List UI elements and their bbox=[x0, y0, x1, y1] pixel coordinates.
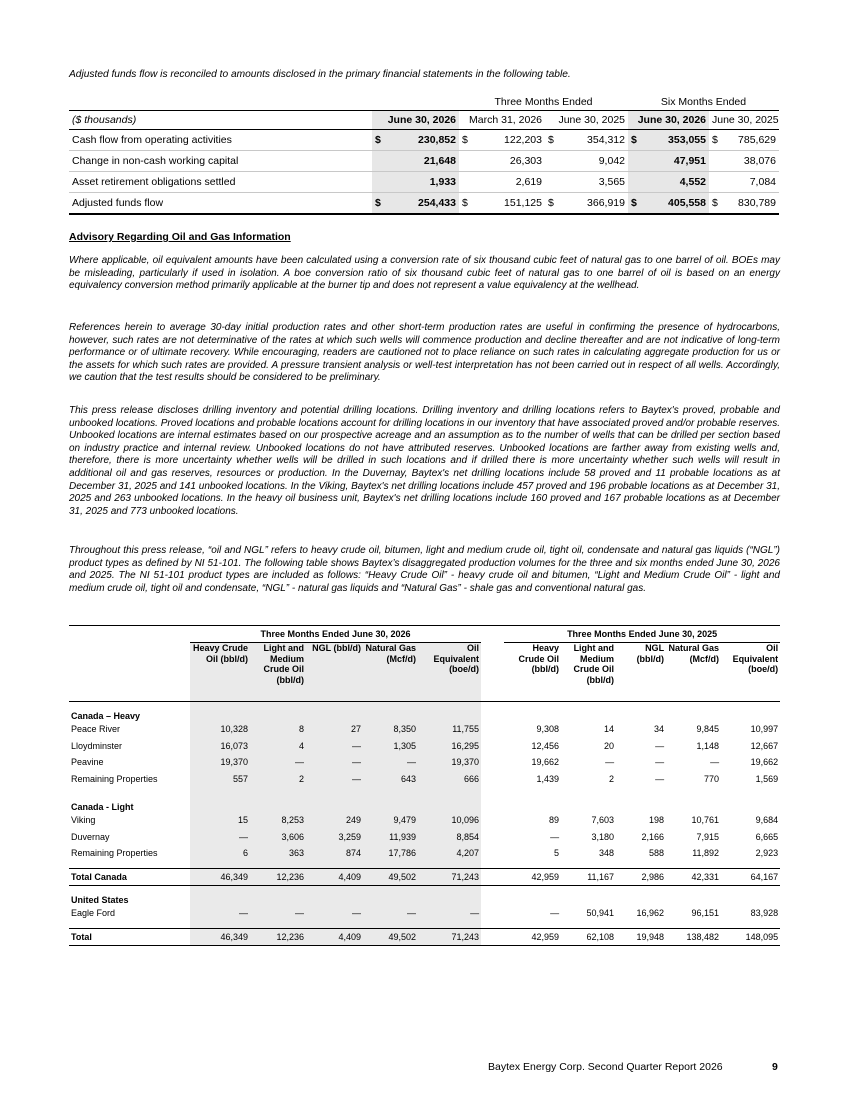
table-row bbox=[69, 721, 780, 738]
cell-value: — bbox=[655, 757, 665, 768]
dollar-sign: $ bbox=[462, 134, 468, 146]
cell-value: 8,350 bbox=[363, 721, 418, 738]
dollar-sign: $ bbox=[548, 197, 554, 209]
cell-value: 3,180 bbox=[591, 831, 615, 842]
cell-value: — bbox=[710, 757, 720, 768]
cell-value: 198 bbox=[649, 815, 665, 826]
dollar-sign: $ bbox=[548, 134, 554, 146]
section-title: Canada – Heavy bbox=[71, 711, 141, 721]
cell-value: 89 bbox=[549, 815, 560, 826]
cell-value: 770 bbox=[704, 773, 720, 784]
cell-value: 122,203 bbox=[504, 134, 542, 146]
cell-value: — bbox=[363, 754, 418, 771]
table-row bbox=[69, 771, 780, 788]
column-header: Natural Gas (Mcf/d) bbox=[666, 643, 721, 702]
row-label: Lloydminster bbox=[71, 740, 123, 751]
row-label: Eagle Ford bbox=[71, 908, 116, 919]
section-title: Canada - Light bbox=[71, 802, 134, 812]
cell-value: 50,941 bbox=[586, 908, 615, 919]
column-header: NGL (bbl/d) bbox=[306, 643, 363, 702]
cell-value: 8,253 bbox=[250, 812, 306, 829]
cell-value: 6 bbox=[190, 845, 250, 862]
cell-value: 366,919 bbox=[587, 197, 625, 209]
cell-value: 10,096 bbox=[418, 812, 481, 829]
cell-value: — bbox=[418, 905, 481, 922]
cell-value: — bbox=[655, 740, 665, 751]
cell-value: 348 bbox=[599, 848, 615, 859]
cell-value: 830,789 bbox=[738, 197, 776, 209]
cell-value: 47,951 bbox=[628, 151, 709, 172]
cell-value: 21,648 bbox=[372, 151, 459, 172]
cell-value: 8,854 bbox=[418, 829, 481, 846]
cell-value: 2 bbox=[250, 771, 306, 788]
cell-value: 34 bbox=[654, 724, 665, 735]
cell-value: 354,312 bbox=[587, 134, 625, 146]
column-header: June 30, 2025 bbox=[709, 111, 779, 130]
row-label: Change in non-cash working capital bbox=[69, 151, 372, 172]
cell-value: 11,892 bbox=[692, 848, 720, 859]
row-label: Cash flow from operating activities bbox=[69, 130, 372, 151]
cell-value: 17,786 bbox=[363, 845, 418, 862]
cell-value: 19,662 bbox=[531, 757, 560, 768]
cell-value: 20 bbox=[604, 740, 615, 751]
cell-value: — bbox=[250, 905, 306, 922]
table-row bbox=[69, 193, 779, 215]
row-label: Peace River bbox=[71, 724, 121, 735]
cell-value: 96,151 bbox=[691, 908, 720, 919]
column-header: March 31, 2026 bbox=[459, 111, 545, 130]
row-label: Duvernay bbox=[71, 831, 110, 842]
table-row bbox=[69, 754, 780, 771]
cell-value: 10,328 bbox=[190, 721, 250, 738]
cell-value: 12,236 bbox=[250, 868, 306, 886]
cell-value: 19,662 bbox=[750, 757, 779, 768]
cell-value: 1,148 bbox=[696, 740, 720, 751]
cell-value: 1,569 bbox=[755, 773, 779, 784]
cell-value: — bbox=[306, 771, 363, 788]
cell-value: 7,603 bbox=[591, 815, 615, 826]
cell-value: 42,959 bbox=[504, 868, 561, 886]
cell-value: 71,243 bbox=[418, 928, 481, 946]
cell-value: — bbox=[550, 831, 560, 842]
table-row bbox=[69, 812, 780, 829]
cell-value: 138,482 bbox=[666, 928, 721, 946]
cell-value: 83,928 bbox=[750, 908, 779, 919]
table-row bbox=[69, 928, 780, 946]
cell-value: 2,619 bbox=[459, 172, 545, 193]
advisory-heading: Advisory Regarding Oil and Gas Information bbox=[69, 231, 291, 243]
cell-value: 11,755 bbox=[418, 721, 481, 738]
cell-value: 15 bbox=[190, 812, 250, 829]
cell-value: 7,915 bbox=[696, 831, 720, 842]
cell-value: 151,125 bbox=[504, 197, 542, 209]
row-label: Viking bbox=[71, 815, 96, 826]
cell-value: 9,308 bbox=[536, 724, 560, 735]
unit-label: ($ thousands) bbox=[69, 111, 372, 130]
cell-value: 4 bbox=[250, 738, 306, 755]
cell-value: 230,852 bbox=[418, 134, 456, 146]
table-row bbox=[69, 845, 780, 862]
cell-value: 3,565 bbox=[545, 172, 628, 193]
dollar-sign: $ bbox=[462, 197, 468, 209]
cell-value: 353,055 bbox=[668, 134, 706, 146]
table-row bbox=[69, 151, 779, 172]
column-header: Light and Medium Crude Oil (bbl/d) bbox=[250, 643, 306, 702]
cell-value: 2,923 bbox=[755, 848, 779, 859]
cell-value: — bbox=[306, 738, 363, 755]
cell-value: 12,667 bbox=[750, 740, 779, 751]
cell-value: 64,167 bbox=[721, 868, 780, 886]
table-row bbox=[69, 130, 779, 151]
cell-value: 2,166 bbox=[641, 831, 665, 842]
cell-value: 557 bbox=[190, 771, 250, 788]
cell-value: 148,095 bbox=[721, 928, 780, 946]
cell-value: 42,959 bbox=[504, 928, 561, 946]
cell-value: 785,629 bbox=[738, 134, 776, 146]
cell-value: 9,845 bbox=[696, 724, 720, 735]
cell-value: 4,552 bbox=[628, 172, 709, 193]
row-label: Asset retirement obligations settled bbox=[69, 172, 372, 193]
cell-value: 874 bbox=[306, 845, 363, 862]
cell-value: — bbox=[605, 757, 615, 768]
row-label: Adjusted funds flow bbox=[69, 193, 372, 215]
cell-value: 5 bbox=[554, 848, 560, 859]
column-header: Heavy Crude Oil (bbl/d) bbox=[190, 643, 250, 702]
cell-value: 27 bbox=[306, 721, 363, 738]
cell-value: — bbox=[363, 905, 418, 922]
cell-value: 11,167 bbox=[561, 868, 616, 886]
cell-value: 19,948 bbox=[616, 928, 666, 946]
cell-value: — bbox=[190, 829, 250, 846]
column-header: Natural Gas (Mcf/d) bbox=[363, 643, 418, 702]
row-label: Remaining Properties bbox=[71, 848, 158, 859]
cell-value: 3,259 bbox=[306, 829, 363, 846]
cell-value: 2,986 bbox=[616, 868, 666, 886]
row-label: Peavine bbox=[71, 757, 104, 768]
cell-value: 249 bbox=[306, 812, 363, 829]
cell-value: — bbox=[655, 773, 665, 784]
cell-value: 405,558 bbox=[668, 197, 706, 209]
cell-value: — bbox=[250, 754, 306, 771]
cell-value: — bbox=[306, 754, 363, 771]
cell-value: 4,409 bbox=[306, 868, 363, 886]
cell-value: 10,997 bbox=[750, 724, 779, 735]
column-header: Light and Medium Crude Oil (bbl/d) bbox=[561, 643, 616, 702]
cell-value: 9,684 bbox=[755, 815, 779, 826]
cell-value: 3,606 bbox=[250, 829, 306, 846]
cell-value: 666 bbox=[418, 771, 481, 788]
cell-value: 7,084 bbox=[709, 172, 779, 193]
footer-text: Baytex Energy Corp. Second Quarter Report 2026 bbox=[488, 1061, 723, 1073]
group-header-six-months: Six Months Ended bbox=[660, 96, 747, 108]
cell-value: 19,370 bbox=[190, 754, 250, 771]
column-header: NGL (bbl/d) bbox=[616, 643, 666, 702]
table-row bbox=[69, 738, 780, 755]
row-label: Remaining Properties bbox=[71, 773, 158, 784]
column-header: June 30, 2026 bbox=[628, 111, 709, 130]
cell-value: 46,349 bbox=[190, 868, 250, 886]
cell-value: 1,933 bbox=[372, 172, 459, 193]
dollar-sign: $ bbox=[631, 134, 637, 146]
column-header: Oil Equivalent (boe/d) bbox=[721, 643, 780, 702]
column-header: Heavy Crude Oil (bbl/d) bbox=[504, 643, 561, 702]
cell-value: 71,243 bbox=[418, 868, 481, 886]
advisory-paragraph: Where applicable, oil equivalent amounts have been calculated using a conversion rate of six thousand cubic feet of natural gas to one barrel of oil. BOEs may be misleading, particularly if used in isolation. A boe conversion ratio of six thousand cubic feet of natural gas to one barrel of oil is based on an energy equivalency conversion method primarily applicable at the burner tip and does not represent a value equivalency at the wellhead. bbox=[69, 255, 780, 292]
cell-value: 4,409 bbox=[306, 928, 363, 946]
row-label: Total bbox=[69, 928, 190, 946]
cell-value: 19,370 bbox=[418, 754, 481, 771]
cell-value: 42,331 bbox=[666, 868, 721, 886]
cell-value: 46,349 bbox=[190, 928, 250, 946]
cell-value: 9,479 bbox=[363, 812, 418, 829]
advisory-paragraph: References herein to average 30-day initial production rates and other short-term production rates are useful in confirming the presence of hydrocarbons, however, such rates are not determinative of the rates at which such wells will commence production and decline thereafter and are not indicative of long-term performance or of ultimate recovery. While encouraging, readers are cautioned not to place reliance on such rates in calculating aggregate production for us or the assets for which such rates are provided. A pressure transient analysis or well-test interpretation has not been carried out in respect of all wells. Accordingly, we caution that the test results should be considered to be preliminary. bbox=[69, 322, 780, 384]
cell-value: 49,502 bbox=[363, 868, 418, 886]
cell-value: 643 bbox=[363, 771, 418, 788]
dollar-sign: $ bbox=[631, 197, 637, 209]
cell-value: 12,456 bbox=[531, 740, 560, 751]
row-label: Total Canada bbox=[69, 868, 190, 886]
table-row bbox=[69, 905, 780, 922]
cell-value: 16,073 bbox=[190, 738, 250, 755]
cell-value: — bbox=[550, 908, 560, 919]
cell-value: 38,076 bbox=[709, 151, 779, 172]
table-row bbox=[69, 829, 780, 846]
cell-value: 1,305 bbox=[363, 738, 418, 755]
dollar-sign: $ bbox=[375, 197, 381, 209]
cell-value: 588 bbox=[649, 848, 665, 859]
dollar-sign: $ bbox=[375, 134, 381, 146]
section-title: United States bbox=[71, 895, 129, 905]
cell-value: 363 bbox=[250, 845, 306, 862]
cell-value: 6,665 bbox=[755, 831, 779, 842]
column-header: Oil Equivalent (boe/d) bbox=[418, 643, 481, 702]
column-header: June 30, 2026 bbox=[372, 111, 459, 130]
cell-value: 254,433 bbox=[418, 197, 456, 209]
page-number: 9 bbox=[772, 1061, 778, 1073]
advisory-paragraph: Throughout this press release, “oil and NGL” refers to heavy crude oil, bitumen, light and medium crude oil, tight oil, condensate and natural gas liquids (“NGL”) product types as defined by NI 51-101. The following table shows Baytex’s disaggregated production volumes for the three and six months ended June 30, 2026 and 2025. The NI 51-101 product types are included as follows: “Heavy Crude Oil” - heavy crude oil and bitumen, “Light and Medium Crude Oil” - light and medium crude oil, tight oil and condensate, “NGL” - natural gas liquids and “Natural Gas” - shale gas and conventional natural gas. bbox=[69, 545, 780, 594]
cell-value: 11,939 bbox=[363, 829, 418, 846]
intro-text: Adjusted funds flow is reconciled to amounts disclosed in the primary financial statements in the following table. bbox=[69, 69, 571, 80]
cell-value: 2 bbox=[609, 773, 615, 784]
group-header-three-months: Three Months Ended bbox=[494, 96, 593, 108]
cell-value: 14 bbox=[604, 724, 615, 735]
production-table bbox=[69, 625, 780, 946]
group-header-2026: Three Months Ended June 30, 2026 bbox=[190, 626, 481, 643]
cell-value: 49,502 bbox=[363, 928, 418, 946]
cell-value: — bbox=[190, 905, 250, 922]
cell-value: 16,962 bbox=[636, 908, 665, 919]
cell-value: 16,295 bbox=[418, 738, 481, 755]
funds-flow-table bbox=[69, 94, 779, 215]
advisory-paragraph: This press release discloses drilling inventory and potential drilling locations. Drilling inventory and drilling locations refers to Baytex's proved, probable and unbooked locations. Proved locations and probable locations account for drilling locations in our inventory that have associated proved and/or probable reserves. Unbooked locations are internal estimates based on our prospective acreage and an assumption as to the number of wells that can be drilled per section based on industry practice and internal review. Unbooked locations do not have attributed reserves. Unbooked locations are farther away from existing wells and, therefore, there is more uncertainty whether wells will be drilled in such locations and if drilled there is more uncertainty whether such wells will result in additional oil and gas reserves, resources or production. In the Duvernay, Baytex's net drilling locations include 58 proved and 11 probable locations as at December 31, 2025 and 141 unbooked locations. In the Viking, Baytex's net drilling locations include 457 proved and 196 probable locations as at December 31, 2025 and 263 unbooked locations. In the heavy oil business unit, Baytex's net drilling locations include 160 proved and 167 probable locations as at December 31, 2025 and 773 unbooked locations. bbox=[69, 405, 780, 517]
dollar-sign: $ bbox=[712, 197, 718, 209]
cell-value: 4,207 bbox=[418, 845, 481, 862]
cell-value: 8 bbox=[250, 721, 306, 738]
column-header: June 30, 2025 bbox=[545, 111, 628, 130]
cell-value: 12,236 bbox=[250, 928, 306, 946]
cell-value: 10,761 bbox=[691, 815, 720, 826]
cell-value: 9,042 bbox=[545, 151, 628, 172]
dollar-sign: $ bbox=[712, 134, 718, 146]
table-row bbox=[69, 868, 780, 886]
group-header-2025: Three Months Ended June 30, 2025 bbox=[504, 626, 780, 643]
cell-value: 26,303 bbox=[459, 151, 545, 172]
cell-value: — bbox=[306, 905, 363, 922]
cell-value: 62,108 bbox=[561, 928, 616, 946]
table-row bbox=[69, 172, 779, 193]
cell-value: 1,439 bbox=[536, 773, 560, 784]
